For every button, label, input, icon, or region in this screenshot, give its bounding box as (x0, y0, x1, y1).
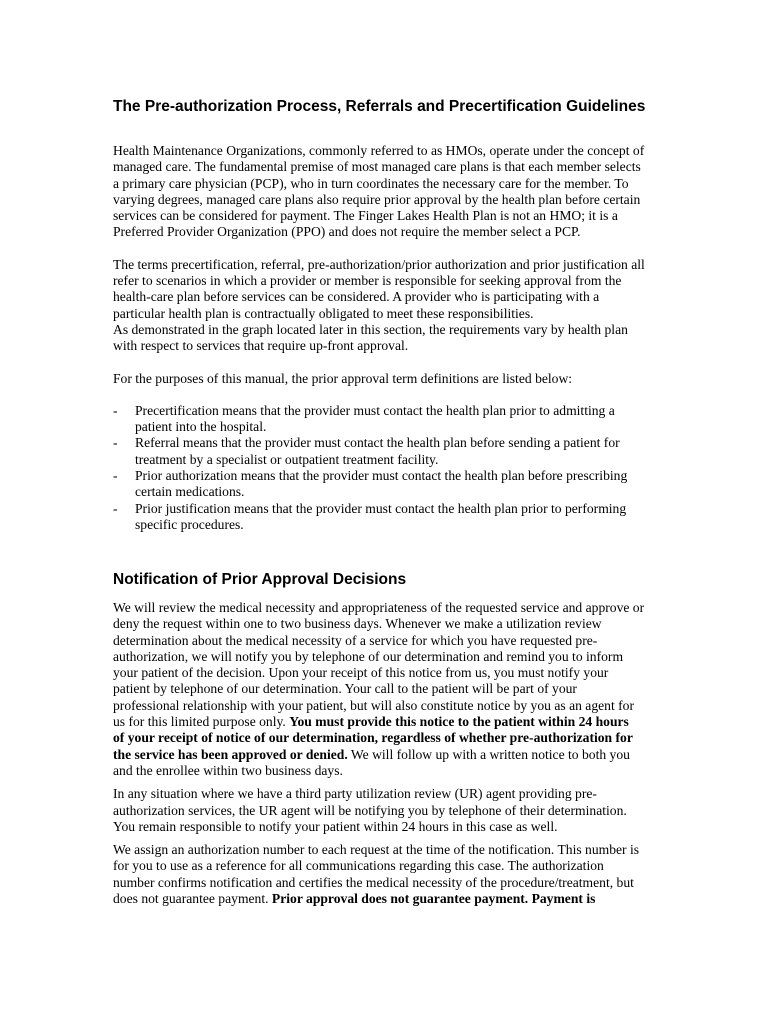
text-line: authorization, we will notify you by telephone of our determination and remind you to inform (113, 648, 624, 664)
emphasis-text: Prior approval does not guarantee payment. Payment is (271, 891, 596, 907)
text-line: You remain responsible to notify your patient within 24 hours in this case as well. (113, 818, 558, 834)
dash-bullet: - (113, 500, 118, 516)
text-line: for you to use as a reference for all communications regarding this case. The authorization (113, 858, 604, 874)
text-line: managed care. The fundamental premise of most managed care plans is that each member selects (113, 159, 641, 175)
text-line: professional relationship with your patient, but will also constitute notice by you as an agent for (113, 697, 634, 713)
text-line: varying degrees, managed care plans also require prior approval by the health plan before certain (113, 191, 641, 207)
authorization-number-paragraph (113, 842, 658, 907)
text-line: does not guarantee payment. (113, 891, 272, 907)
text-line: number confirms notification and certifies the medical necessity of the procedure/treatment, but (113, 874, 634, 890)
text-line: us for this limited purpose only. (113, 714, 290, 730)
emphasis-text: of your receipt of notice of our determination, regardless of whether pre-authorization for (113, 730, 633, 746)
text-line: determination about the medical necessity of a service for which you have requested pre- (113, 632, 598, 648)
definitions-list (113, 403, 658, 533)
text-line: your patient of the decision. Upon your receipt of this notice from us, you must notify your (113, 665, 609, 681)
text-line: As demonstrated in the graph located later in this section, the requirements vary by health plan (113, 321, 628, 337)
list-item: - Referral means that the provider must contact the health plan before sending a patient for treatment by a specialist or outpatient treatment facility. (113, 435, 620, 467)
text-line: We assign an authorization number to each request at the time of the notification. This number is (113, 842, 640, 858)
text-line: particular health plan is contractually obligated to meet these responsibilities. (113, 305, 534, 321)
intro-paragraph (113, 143, 658, 241)
text-line: We will follow up with a written notice to both you (347, 746, 630, 762)
section-heading-notification: Notification of Prior Approval Decisions (113, 571, 407, 588)
section-preauthorization-body (113, 143, 658, 533)
section-heading-preauthorization: The Pre-authorization Process, Referrals and Precertification Guidelines (113, 98, 646, 115)
text-line: refer to scenarios in which a provider or member is responsible for seeking approval from the (113, 273, 622, 289)
section-notification-body (113, 600, 658, 907)
text-line: The terms precertification, referral, pre-authorization/prior authorization and prior justification all (113, 256, 645, 272)
text-line: patient by telephone of our determination. Your call to the patient will be part of your (113, 681, 577, 697)
terms-paragraph (113, 257, 658, 355)
list-item: - Precertification means that the provider must contact the health plan prior to admitting a patient into the hospital. (113, 402, 615, 435)
list-item: - Prior justification means that the provider must contact the health plan prior to performing specific procedures. (113, 500, 627, 532)
text-line: health-care plan before services can be considered. A provider who is participating with a (113, 289, 600, 305)
dash-bullet: - (113, 402, 118, 418)
list-item: - Prior authorization means that the provider must contact the health plan before prescribing certain medications. (113, 468, 628, 500)
ur-agent-paragraph (113, 786, 658, 835)
definitions-intro: For the purposes of this manual, the prior approval term definitions are listed below: (113, 370, 573, 386)
text-line: In any situation where we have a third party utilization review (UR) agent providing pre- (113, 786, 597, 802)
text-line: services can be considered for payment. The Finger Lakes Health Plan is not an HMO; it is a (113, 208, 618, 224)
review-paragraph (113, 600, 658, 779)
emphasis-text: You must provide this notice to the patient within 24 hours (289, 714, 629, 730)
dash-bullet: - (113, 435, 118, 451)
text-line: with respect to services that require up-front approval. (113, 338, 409, 354)
text-line: a primary care physician (PCP), who in turn coordinates the necessary care for the member. To (113, 175, 629, 191)
text-line: We will review the medical necessity and appropriateness of the requested service and approve or (113, 600, 645, 615)
dash-bullet: - (113, 468, 118, 484)
text-line: deny the request within one to two business days. Whenever we make a utilization review (113, 616, 602, 632)
text-line: authorization services, the UR agent will be notifying you by telephone of their determination. (113, 802, 627, 818)
emphasis-text: the service has been approved or denied. (113, 746, 348, 762)
text-line: and the enrollee within two business days. (113, 762, 343, 778)
text-line: Health Maintenance Organizations, commonly referred to as HMOs, operate under the concept of (113, 143, 645, 158)
text-line: Preferred Provider Organization (PPO) and does not require the member select a PCP. (113, 224, 581, 240)
